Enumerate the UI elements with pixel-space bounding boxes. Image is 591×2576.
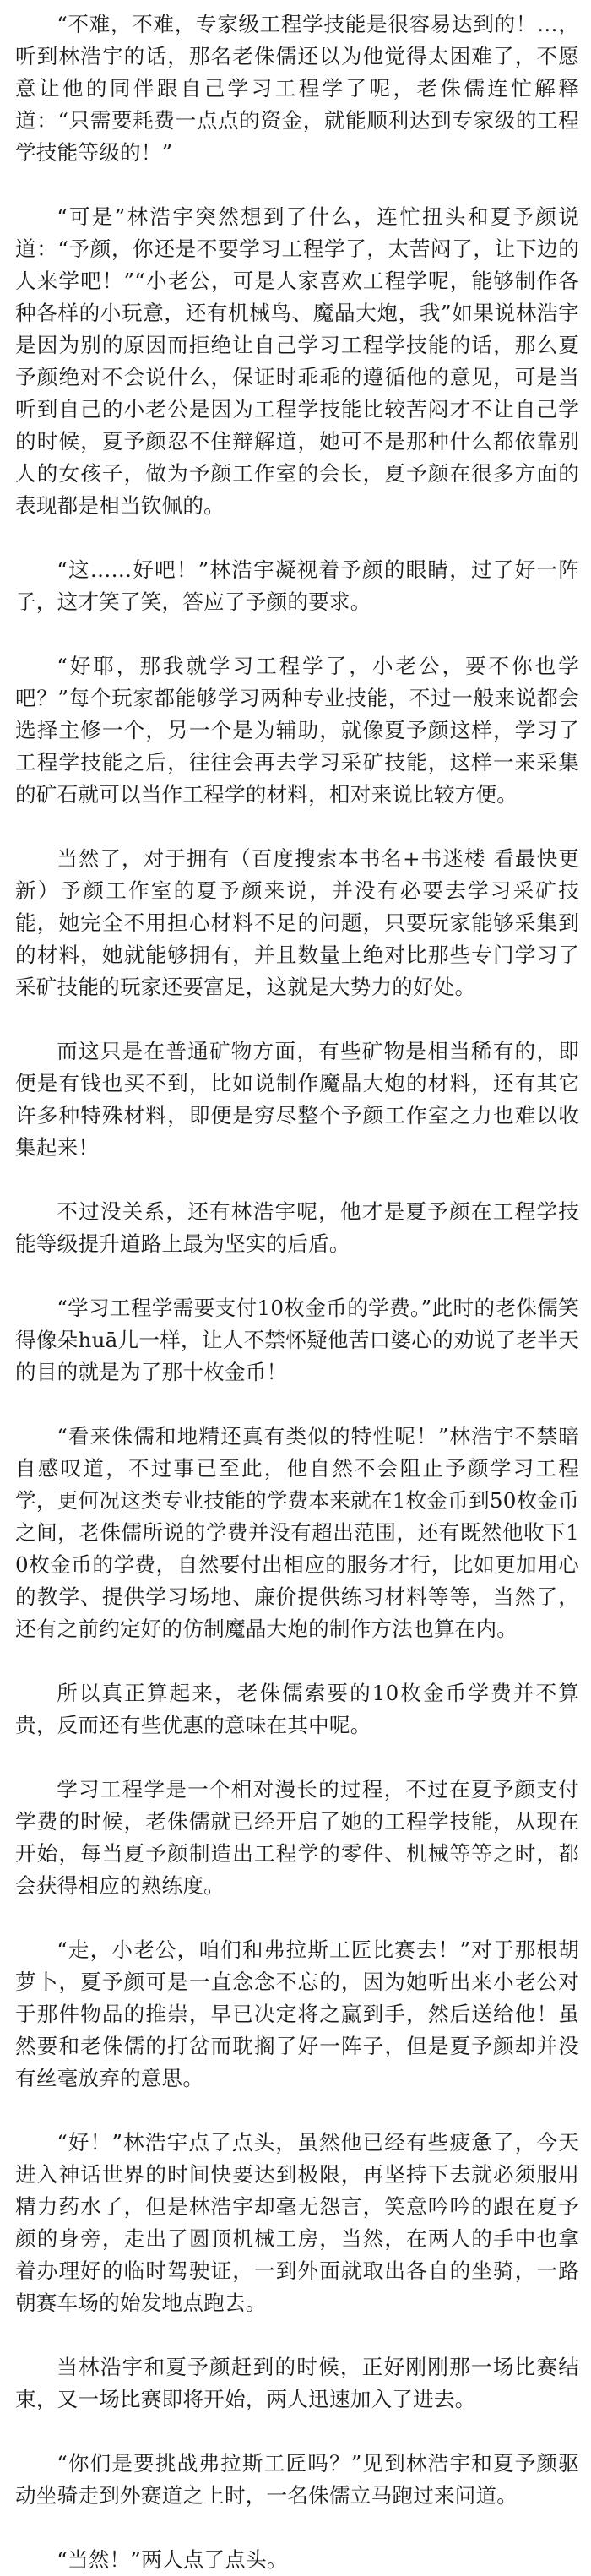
paragraph-11: 学习工程学是一个相对漫长的过程，不过在夏予颜支付学费的时候，老侏儒就已经开启了她的工程学技能，从现在开始，每当夏予颜制造出工程学的零件、机械等等之时，都会获得相应的熟练度。 (15, 1777, 579, 1898)
paragraph-1: “不难，不难，专家级工程学技能是很容易达到的！…，听到林浩宇的话，那名老侏儒还以为他觉得太困难了，不愿意让他的同伴跟自己学习工程学了呢，老侏儒连忙解释道：“只需要耗费一点点的资金，就能顺利达到专家级的工程学技能等级的！” (15, 12, 579, 165)
paragraph-13: “好！”林浩宇点了点头，虽然他已经有些疲惫了，今天进入神话世界的时间快要达到极限，再坚持下去就必须服用精力药水了，但是林浩宇却毫无怨言，笑意吟吟的跟在夏予颜的身旁，走出了圆顶机械工房，当然，在两人的手中也拿着办理好的临时驾驶证，一到外面就取出各自的坐骑，一路朝赛车场的始发地点跑去。 (15, 2130, 579, 2315)
paragraph-8: “学习工程学需要支付10枚金币的学费。”此时的老侏儒笑得像朵huā儿一样，让人不禁怀疑他苦口婆心的劝说了老半天的目的就是为了那十枚金币！ (15, 1296, 579, 1384)
paragraph-6: 而这只是在普通矿物方面，有些矿物是相当稀有的，即便是有钱也买不到，比如说制作魔晶大炮的材料，还有其它许多种特殊材料，即便是穷尽整个予颜工作室之力也难以收集起来！ (15, 1039, 579, 1160)
paragraph-3: “这……好吧！”林浩宇凝视着予颜的眼睛，过了好一阵子，这才笑了笑，答应了予颜的要求。 (15, 557, 579, 614)
paragraph-9: “看来侏儒和地精还真有类似的特性呢！”林浩宇不禁暗自感叹道，不过事已至此，他自然不会阻止予颜学习工程学，更何况这类专业技能的学费本来就在1枚金币到50枚金币之间，老侏儒所说的学费并没有超出范围，还有既然他收下10枚金币的学费，自然要付出相应的服务才行，比如更加用心的教学、提供学习场地、廉价提供练习材料等等，当然了，还有之前约定好的仿制魔晶大炮的制作方法也算在内。 (15, 1424, 579, 1641)
paragraph-12: “走，小老公，咱们和弗拉斯工匠比赛去！”对于那根胡萝卜，夏予颜可是一直念念不忘的，因为她听出来小老公对于那件物品的推崇，早已决定将之赢到手，然后送给他！虽然要和老侏儒的打岔而耽搁了好一阵子，但是夏予颜却并没有丝毫放弃的意思。 (15, 1937, 579, 2090)
paragraph-5: 当然了，对于拥有（百度搜索本书名+书迷楼 看最快更新）予颜工作室的夏予颜来说，并没有必要去学习采矿技能，她完全不用担心材料不足的问题，只要玩家能够采集到的材料，她就能够拥有，并且数量上绝对比那些专门学习了采矿技能的玩家还要富足，这就是大势力的好处。 (15, 846, 579, 999)
paragraph-4: “好耶，那我就学习工程学了，小老公，要不你也学吧？”每个玩家都能够学习两种专业技能，不过一般来说都会选择主修一个，另一个是为辅助，就像夏予颜这样，学习了工程学技能之后，往往会再去学习采矿技能，这样一来采集的矿石就可以当作工程学的材料，相对来说比较方便。 (15, 654, 579, 807)
paragraph-16: “当然！”两人点了点头。 (57, 2547, 288, 2572)
paragraph-2: “可是”林浩宇突然想到了什么，连忙扭头和夏予颜说道：“予颜，你还是不要学习工程学了，太苦闷了，让下边的人来学吧！”“小老公，可是人家喜欢工程学呢，能够制作各种各样的小玩意，还有机械鸟、魔晶大炮，我”如果说林浩宇是因为别的原因而拒绝让自己学习工程学技能的话，那么夏予颜绝对不会说什么，保证时乖乖的遵循他的意见，可是当听到自己的小老公是因为工程学技能比较苦闷才不让自己学的时候，夏予颜忍不住辩解道，她可不是那种什么都依靠别人的女孩子，做为予颜工作室的会长，夏予颜在很多方面的表现都是相当钦佩的。 (15, 204, 579, 518)
paragraph-10: 所以真正算起来，老侏儒索要的10枚金币学费并不算贵，反而还有些优惠的意味在其中呢。 (15, 1681, 579, 1737)
paragraph-14: 当林浩宇和夏予颜赶到的时候，正好刚刚那一场比赛结束，又一场比赛即将开始，两人迅速加入了进去。 (15, 2355, 579, 2411)
paragraph-7: 不过没关系，还有林浩宇呢，他才是夏予颜在工程学技能等级提升道路上最为坚实的后盾。 (15, 1199, 579, 1256)
paragraph-15: “你们是要挑战弗拉斯工匠吗？”见到林浩宇和夏予颜驱动坐骑走到外赛道之上时，一名侏儒立马跑过来问道。 (15, 2451, 579, 2508)
